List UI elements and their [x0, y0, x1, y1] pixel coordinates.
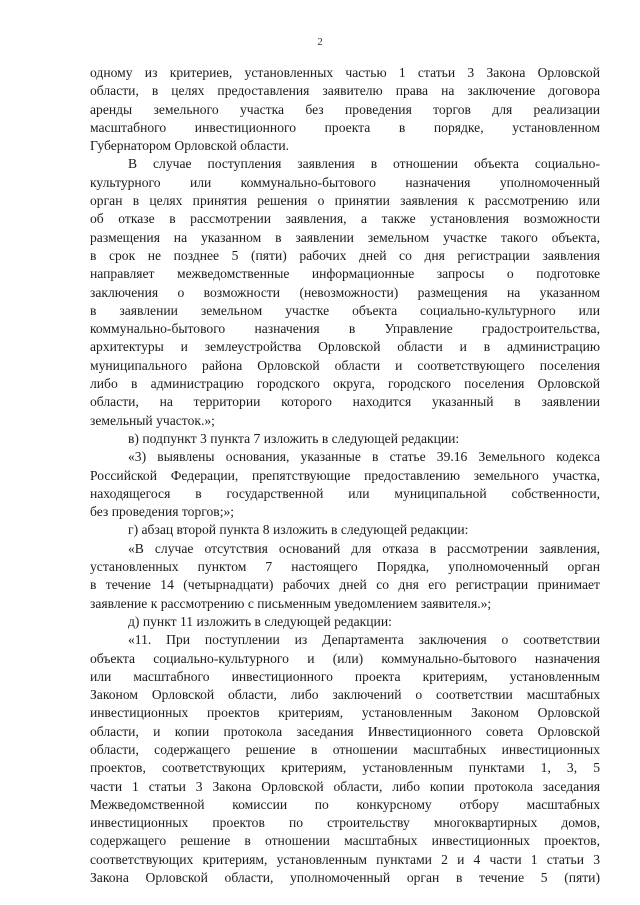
text-line: «3) выявлены основания, указанные в статье 39.16 Земельного кодекса	[128, 449, 600, 465]
text-line: культурного или коммунально-бытового назначения уполномоченный	[90, 174, 600, 190]
text-line: земельный участок.»;	[90, 412, 215, 428]
text-line: орган в целях принятия решения о принятии заявления к рассмотрению или	[90, 193, 600, 209]
text-line: Межведомственной комиссии по конкурсному отбору масштабных	[90, 796, 600, 812]
text-line: об отказе в рассмотрении заявления, а также установления возможности	[90, 211, 600, 227]
text-line: г) абзац второй пункта 8 изложить в следующей редакции:	[128, 522, 469, 538]
text-line: или масштабного инвестиционного проекта критериям, установленным	[90, 668, 600, 684]
text-line: в течение 14 (четырнадцати) рабочих дней со дня его регистрации принимает	[90, 577, 600, 593]
text-line: д) пункт 11 изложить в следующей редакции:	[128, 613, 392, 629]
text-line: Российской Федерации, препятствующие предоставлению земельного участка,	[90, 467, 600, 483]
text-line: инвестиционных проектов критериям, установленным Законом Орловской	[90, 705, 600, 721]
text-line: области, в целях предоставления заявителю права на заключение договора	[90, 83, 600, 99]
paragraph	[90, 430, 600, 448]
text-line: Закона Орловской области, уполномоченный орган в течение 5 (пяти)	[90, 870, 600, 886]
text-line: части 1 статьи 3 Закона Орловской области, либо копии протокола заседания	[90, 778, 600, 794]
page-number: 2	[317, 36, 323, 48]
paragraph	[90, 613, 600, 631]
text-line: заключения о возможности (невозможности) размещения на указанном	[90, 284, 600, 300]
text-line: «11. При поступлении из Департамента заключения о соответствии	[128, 632, 600, 648]
text-line: одному из критериев, установленных частью 1 статьи 3 Закона Орловской	[90, 65, 600, 80]
text-line: либо в администрацию городского округа, городского поселения Орловской	[90, 376, 600, 392]
paragraph	[90, 631, 600, 887]
paragraph	[90, 64, 600, 155]
text-line: коммунально-бытового назначения в Управление градостроительства,	[90, 321, 600, 337]
text-line: соответствующих критериям, установленным пунктами 2 и 4 части 1 статьи 3	[90, 851, 600, 867]
text-line: В случае поступления заявления в отношении объекта социально-	[128, 156, 600, 172]
text-line: муниципального района Орловской области и соответствующего поселения	[90, 357, 600, 373]
text-line: объекта социально-культурного и (или) коммунально-бытового назначения	[90, 650, 600, 666]
text-line: направляет межведомственные информационные запросы о подготовке	[90, 266, 600, 282]
paragraph	[90, 155, 600, 429]
paragraph	[90, 540, 600, 613]
text-line: области, на территории которого находится указанный в заявлении	[90, 394, 600, 410]
text-line: в) подпункт 3 пункта 7 изложить в следующей редакции:	[128, 430, 460, 446]
text-line: аренды земельного участка без проведения торгов для реализации	[90, 101, 600, 117]
document-body	[90, 64, 600, 887]
text-line: в срок не позднее 5 (пяти) рабочих дней со дня регистрации заявления	[90, 247, 600, 263]
text-line: без проведения торгов;»;	[90, 504, 235, 520]
text-line: заявление к рассмотрению с письменным уведомлением заявителя.»;	[90, 595, 492, 611]
text-line: инвестиционных проектов по строительству многоквартирных домов,	[90, 815, 600, 831]
text-line: масштабного инвестиционного проекта в порядке, установленном	[90, 119, 600, 135]
text-line: Губернатором Орловской области.	[90, 138, 289, 154]
text-line: архитектуры и землеустройства Орловской области и в администрацию	[90, 339, 600, 355]
paragraph	[90, 521, 600, 539]
text-line: «В случае отсутствия оснований для отказа в рассмотрении заявления,	[128, 540, 600, 556]
text-line: размещения на указанном в заявлении земельном участке такого объекта,	[90, 229, 600, 245]
text-line: в заявлении земельном участке объекта социально-культурного или	[90, 302, 600, 318]
text-line: Законом Орловской области, либо заключений о соответствии масштабных	[90, 687, 600, 703]
text-line: области, содержащего решение в отношении масштабных инвестиционных	[90, 741, 600, 757]
paragraph	[90, 448, 600, 521]
text-line: содержащего решение в отношении масштабных инвестиционных проектов,	[90, 833, 600, 849]
text-line: установленных пунктом 7 настоящего Порядка, уполномоченный орган	[90, 559, 600, 575]
text-line: области, и копии протокола заседания Инвестиционного совета Орловской	[90, 723, 600, 739]
text-line: находящегося в государственной или муниципальной собственности,	[90, 485, 600, 501]
text-line: проектов, соответствующих критериям, установленным пунктами 1, 3, 5	[90, 760, 600, 776]
